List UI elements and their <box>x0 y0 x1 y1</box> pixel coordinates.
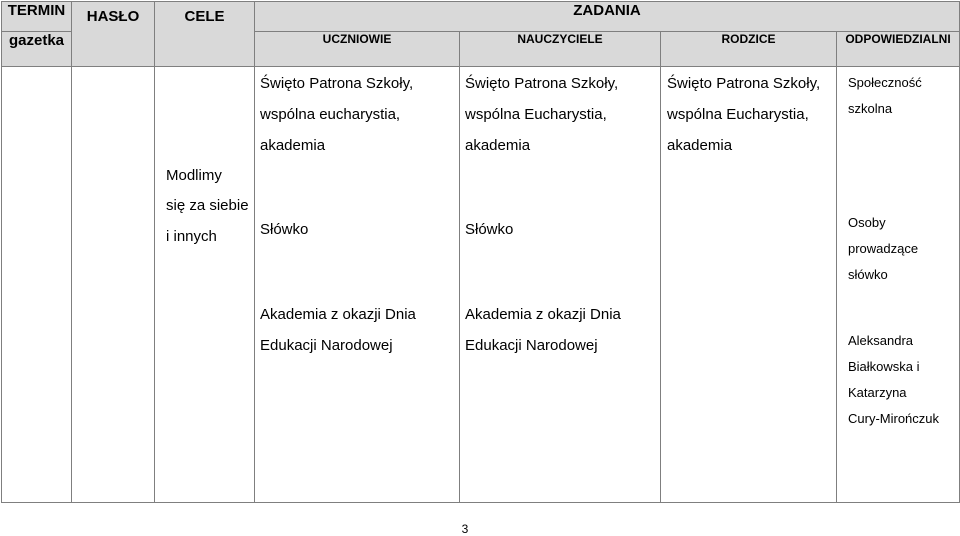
cele-line-2: się za siebie <box>166 197 249 214</box>
cell-termin <box>2 67 72 503</box>
cell-nauczyciele <box>460 67 661 503</box>
uczniowie-swieto-2: wspólna eucharystia, <box>260 106 401 123</box>
rodzice-swieto-1: Święto Patrona Szkoły, <box>667 75 821 92</box>
header-nauczyciele: NAUCZYCIELE <box>460 32 661 67</box>
nauczyciele-akademia-1: Akademia z okazji Dnia <box>465 306 621 323</box>
nauczyciele-swieto-2: wspólna Eucharystia, <box>465 106 607 123</box>
odp-osoby-3: słówko <box>848 267 888 282</box>
odp-nazwiska-4: Cury-Mirończuk <box>848 411 940 426</box>
odp-osoby-1: Osoby <box>848 215 886 230</box>
odp-nazwiska-1: Aleksandra <box>848 333 914 348</box>
cell-cele <box>155 67 255 503</box>
cele-line-1: Modlimy <box>166 167 222 184</box>
page-number: 3 <box>461 522 469 536</box>
body-row <box>2 67 960 503</box>
nauczyciele-akademia-2: Edukacji Narodowej <box>465 337 598 354</box>
header-termin: TERMIN <box>2 2 72 32</box>
header-rodzice: RODZICE <box>661 32 837 67</box>
odp-nazwiska-3: Katarzyna <box>848 385 907 400</box>
header-row-1 <box>2 2 960 32</box>
header-zadania: ZADANIA <box>255 2 960 32</box>
cell-rodzice <box>661 67 837 503</box>
odp-nazwiska-2: Białkowska i <box>848 359 920 374</box>
nauczyciele-slowko: Słówko <box>465 221 514 238</box>
uczniowie-swieto-3: akademia <box>260 137 326 154</box>
header-haslo: HASŁO <box>72 2 155 67</box>
rodzice-swieto-3: akademia <box>667 137 733 154</box>
header-gazetka: gazetka <box>2 32 72 67</box>
odp-spolecznosc-1: Społeczność <box>848 75 922 90</box>
cele-line-3: i innych <box>166 228 217 245</box>
header-odpowiedzialni: ODPOWIEDZIALNI <box>837 32 960 67</box>
uczniowie-akademia-1: Akademia z okazji Dnia <box>260 306 416 323</box>
header-uczniowie: UCZNIOWIE <box>255 32 460 67</box>
rodzice-swieto-2: wspólna Eucharystia, <box>667 106 809 123</box>
odp-osoby-2: prowadzące <box>848 241 919 256</box>
cell-haslo <box>72 67 155 503</box>
uczniowie-swieto-1: Święto Patrona Szkoły, <box>260 75 414 92</box>
cell-uczniowie <box>255 67 460 503</box>
nauczyciele-swieto-3: akademia <box>465 137 531 154</box>
odp-spolecznosc-2: szkolna <box>848 101 893 116</box>
uczniowie-akademia-2: Edukacji Narodowej <box>260 337 393 354</box>
cell-odpowiedzialni <box>837 67 960 503</box>
nauczyciele-swieto-1: Święto Patrona Szkoły, <box>465 75 619 92</box>
header-cele: CELE <box>155 2 255 67</box>
uczniowie-slowko: Słówko <box>260 221 309 238</box>
